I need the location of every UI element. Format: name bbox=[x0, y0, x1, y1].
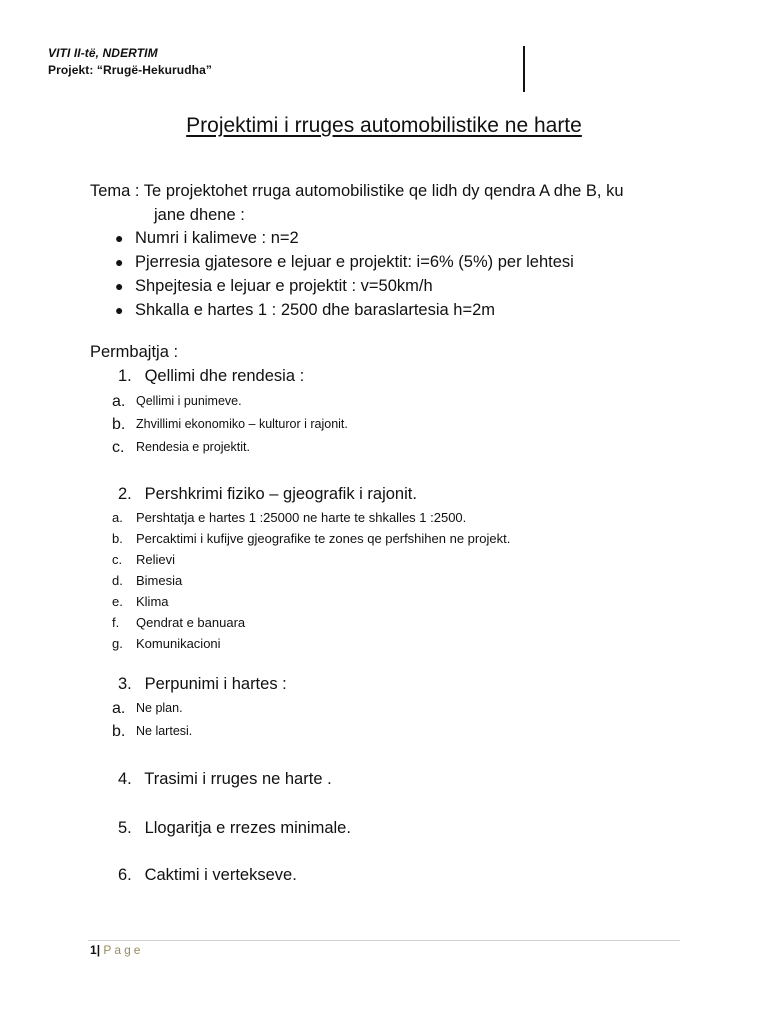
document-title: Projektimi i rruges automobilistike ne harte bbox=[186, 114, 582, 137]
list-item: b. Ne lartesi. bbox=[112, 723, 193, 740]
bullet-icon: ● bbox=[115, 278, 124, 294]
section-1-list bbox=[112, 390, 348, 459]
list-item: c. Rendesia e projektit. bbox=[112, 439, 250, 456]
list-item: b. Percaktimi i kufijve gjeografike te zones qe perfshihen ne projekt. bbox=[112, 531, 511, 546]
section-3-heading: 3. Perpunimi i hartes : bbox=[118, 675, 287, 693]
list-item: a. Pershtatja e hartes 1 :25000 ne harte te shkalles 1 :2500. bbox=[112, 510, 467, 525]
footer-separator: | bbox=[96, 943, 101, 957]
contents-heading: Permbajtja : bbox=[90, 343, 179, 361]
list-item: ● Shpejtesia e lejuar e projektit : v=50km/h bbox=[90, 274, 574, 298]
page-label: Page bbox=[103, 943, 144, 957]
list-item: f. Qendrat e banuara bbox=[112, 615, 246, 630]
bullet-icon: ● bbox=[115, 254, 124, 270]
section-6-heading: 6. Caktimi i vertekseve. bbox=[118, 866, 297, 884]
list-item: e. Klima bbox=[112, 594, 169, 609]
list-item: a. Ne plan. bbox=[112, 700, 183, 717]
list-item: ● Numri i kalimeve : n=2 bbox=[90, 226, 574, 250]
section-1-heading: 1. Qellimi dhe rendesia : bbox=[118, 367, 305, 385]
section-4-heading: 4. Trasimi i rruges ne harte . bbox=[118, 770, 332, 788]
bullet-icon: ● bbox=[115, 230, 124, 246]
tema-paragraph bbox=[90, 179, 710, 227]
list-item: b. Zhvillimi ekonomiko – kulturor i rajonit. bbox=[112, 416, 348, 433]
page-number: 1 bbox=[90, 943, 97, 957]
list-item: ● Pjerresia gjatesore e lejuar e projektit: i=6% (5%) per lehtesi bbox=[90, 250, 574, 274]
list-item: d. Bimesia bbox=[112, 573, 183, 588]
list-item: ● Shkalla e hartes 1 : 2500 dhe baraslartesia h=2m bbox=[90, 298, 574, 322]
tema-line-1: Tema : Te projektohet rruga automobilistike qe lidh dy qendra A dhe B, ku bbox=[90, 182, 624, 200]
page-footer bbox=[90, 943, 143, 957]
tema-line-2: jane dhene : bbox=[154, 206, 245, 224]
header-course: VITI II-të, NDERTIM bbox=[48, 46, 158, 60]
section-2-heading: 2. Pershkrimi fiziko – gjeografik i rajonit. bbox=[118, 485, 417, 503]
list-item: c. Relievi bbox=[112, 552, 176, 567]
header-project: Projekt: “Rrugë-Hekurudha” bbox=[48, 63, 212, 77]
section-2-list bbox=[112, 507, 510, 654]
footer-divider bbox=[88, 940, 680, 941]
parameters-list bbox=[90, 226, 574, 322]
list-item: a. Qellimi i punimeve. bbox=[112, 393, 242, 410]
header-divider bbox=[523, 46, 525, 92]
section-3-list bbox=[112, 697, 192, 743]
bullet-icon: ● bbox=[115, 302, 124, 318]
section-5-heading: 5. Llogaritja e rrezes minimale. bbox=[118, 819, 351, 837]
list-item: g. Komunikacioni bbox=[112, 636, 221, 651]
